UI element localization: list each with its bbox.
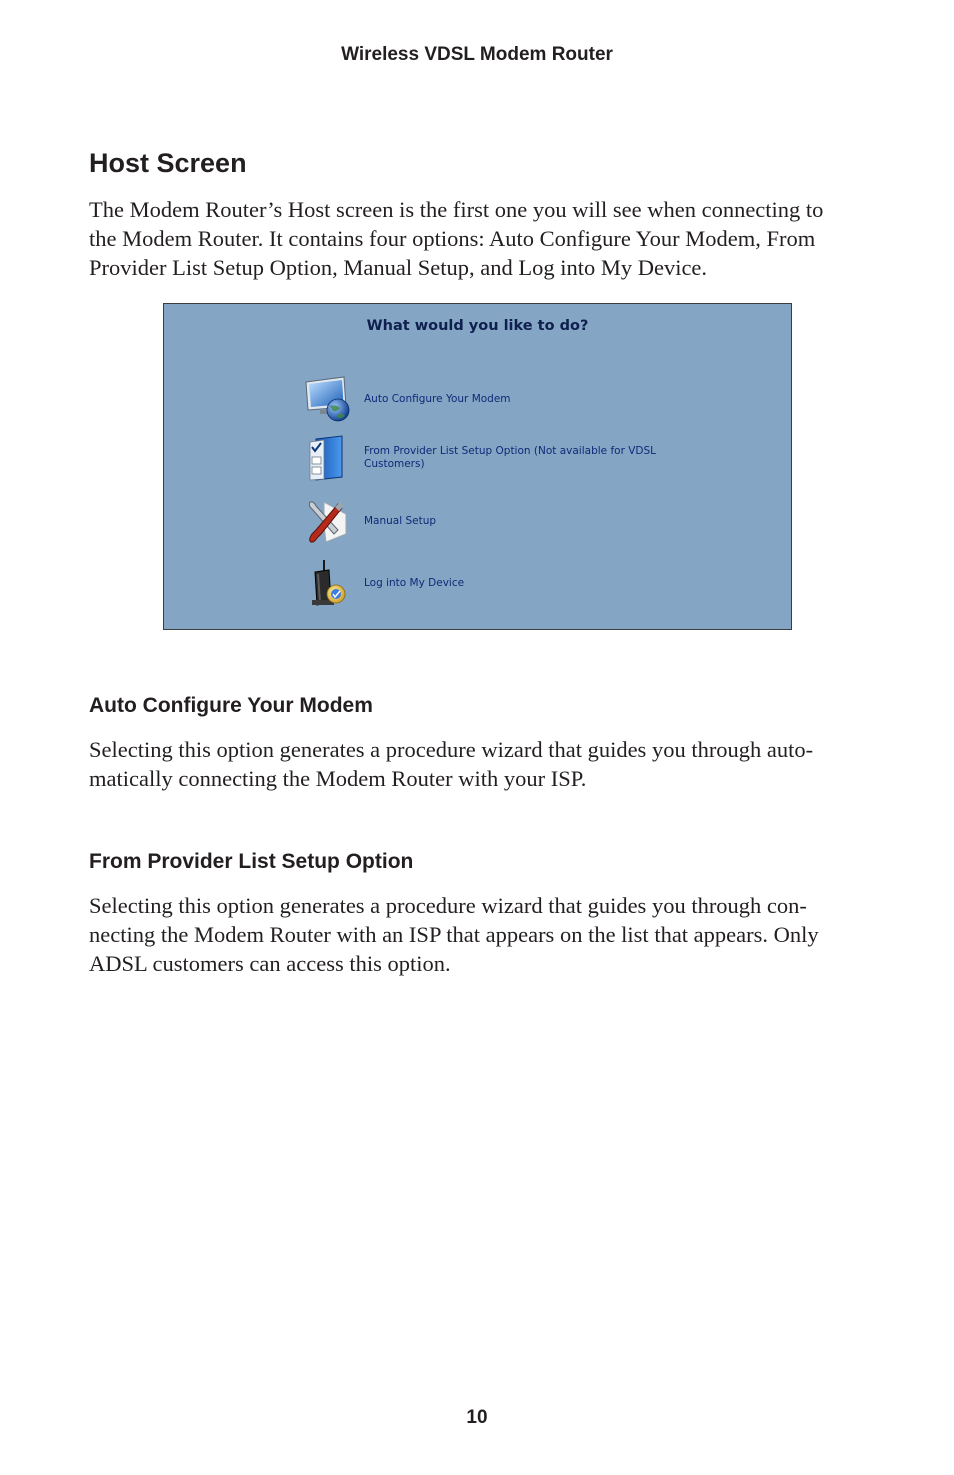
intro-line: The Modem Router’s Host screen is the first one you will see when connecting to: [89, 197, 824, 222]
page-number: 10: [466, 1407, 488, 1428]
screenshot-title: What would you like to do?: [366, 318, 589, 334]
host-screen-screenshot: [163, 303, 792, 630]
tools-icon: [302, 496, 352, 546]
subsection-title-provider-list: From Provider List Setup Option: [89, 850, 414, 873]
section-title: Host Screen: [89, 148, 247, 178]
paragraph-line: necting the Modem Router with an ISP that appears on the list that appears. Only: [89, 922, 819, 947]
paragraph-line: ADSL customers can access this option.: [89, 951, 451, 976]
option-log-into-device[interactable]: [302, 558, 664, 608]
option-manual-setup[interactable]: [302, 496, 664, 546]
paragraph-line: Selecting this option generates a procedure wizard that guides you through auto-: [89, 737, 814, 762]
router-device-icon: [302, 558, 352, 608]
option-label: Auto Configure Your Modem: [364, 392, 511, 405]
intro-paragraph: [89, 195, 859, 282]
option-label: From Provider List Setup Option (Not available for VDSL Customers): [364, 445, 657, 470]
paragraph-line: matically connecting the Modem Router with your ISP.: [89, 766, 587, 791]
option-provider-list[interactable]: [302, 433, 664, 483]
paragraph-line: Selecting this option generates a procedure wizard that guides you through con-: [89, 893, 807, 918]
monitor-globe-icon: [302, 374, 352, 424]
subsection-title-auto-configure: Auto Configure Your Modem: [89, 694, 373, 717]
intro-line: Provider List Setup Option, Manual Setup, and Log into My Device.: [89, 255, 708, 280]
option-label: Log into My Device: [364, 576, 465, 589]
subsection-paragraph-provider-list: [89, 891, 859, 978]
checklist-book-icon: [302, 433, 352, 483]
option-auto-configure[interactable]: [302, 374, 664, 424]
running-header: Wireless VDSL Modem Router: [341, 44, 613, 65]
option-label: Manual Setup: [364, 514, 437, 527]
subsection-paragraph-auto-configure: [89, 735, 859, 793]
intro-line: the Modem Router. It contains four options: Auto Configure Your Modem, From: [89, 226, 816, 251]
